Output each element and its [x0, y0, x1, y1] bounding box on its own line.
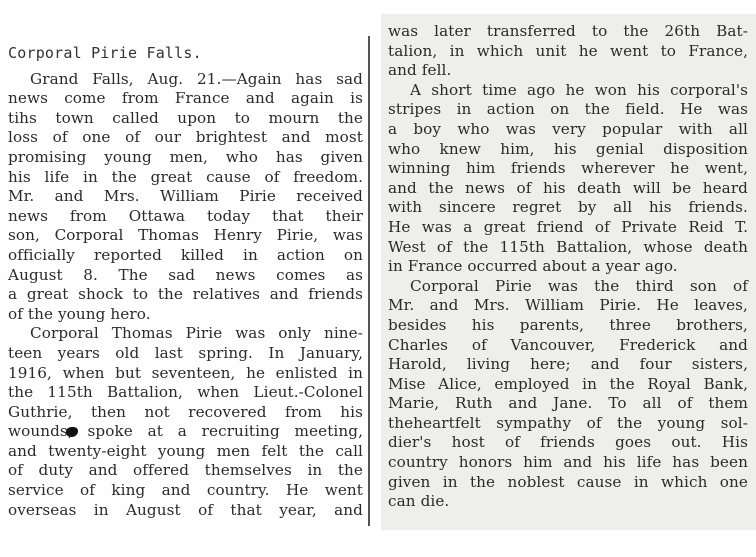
text-line: Corporal Thomas Pirie was only nine-: [30, 324, 363, 343]
text-line: Harold, living here; and four sisters,: [388, 355, 748, 374]
text-line: Mise Alice, employed in the Royal Bank,: [388, 374, 748, 393]
text-line: and twenty-eight young men felt the call: [8, 441, 363, 460]
text-line: talion, in which unit he went to France,: [388, 41, 748, 60]
text-line: winning him friends wherever he went,: [388, 159, 748, 178]
text-line: overseas in August of that year, and: [8, 500, 363, 519]
headline: Corporal Pirie Falls.: [8, 44, 202, 62]
text-line: the 115th Battalion, when Lieut.-Colonel: [8, 383, 363, 402]
text-line: Mr. and Mrs. William Pirie received: [8, 187, 363, 206]
text-line: Mr. and Mrs. William Pirie. He leaves,: [388, 296, 748, 315]
text-line: a boy who was very popular with all: [388, 119, 748, 138]
text-line: of duty and offered themselves in the: [8, 461, 363, 480]
text-line: service of king and country. He went: [8, 481, 363, 500]
text-line: Guthrie, then not recovered from his: [8, 402, 363, 421]
text-line: officially reported killed in action on: [8, 245, 363, 264]
text-line: 1916, when but seventeen, he enlisted in: [8, 363, 363, 382]
text-line: his life in the great cause of freedom.: [8, 167, 363, 186]
text-line: news come from France and again is: [8, 89, 363, 108]
text-line: Marie, Ruth and Jane. To all of them: [388, 394, 748, 413]
text-line: dier's host of friends goes out. His: [388, 433, 748, 452]
text-line: promising young men, who has given: [8, 147, 363, 166]
text-line: loss of one of our brightest and most: [8, 128, 363, 147]
text-line: besides his parents, three brothers,: [388, 315, 748, 334]
text-line: He was a great friend of Private Reid T.: [388, 217, 748, 236]
text-line: of the young hero.: [8, 304, 151, 323]
text-line: stripes in action on the field. He was: [388, 100, 748, 119]
text-line: news from Ottawa today that their: [8, 206, 363, 225]
text-line: Corporal Pirie was the third son of: [410, 276, 748, 295]
text-line: in France occurred about a year ago.: [388, 257, 678, 276]
text-line: a great shock to the relatives and friends: [8, 285, 363, 304]
text-line: with sincere regret by all his friends.: [388, 198, 748, 217]
text-line: A short time ago he won his corporal's: [410, 80, 748, 99]
text-line: given in the noblest cause in which one: [388, 472, 748, 491]
text-line: theheartfelt sympathy of the young sol-: [388, 413, 748, 432]
text-line: country honors him and his life has been: [388, 453, 748, 472]
text-line: teen years old last spring. In January,: [8, 343, 363, 362]
text-line: Grand Falls, Aug. 21.—Again has sad: [30, 69, 363, 88]
text-line: tihs town called upon to mourn the: [8, 108, 363, 127]
text-line: West of the 115th Battalion, whose death: [388, 237, 748, 256]
text-line: was later transferred to the 26th Bat-: [388, 22, 748, 40]
text-line: can die.: [388, 492, 450, 511]
text-line: son, Corporal Thomas Henry Pirie, was: [8, 226, 363, 245]
text-line: who knew him, his genial disposition: [388, 139, 748, 158]
text-line: and the news of his death will be heard: [388, 178, 748, 197]
right-column: [388, 22, 748, 512]
text-line: wounds, spoke at a recruiting meeting,: [8, 422, 363, 441]
column-divider-rule: [368, 36, 370, 526]
left-column: [8, 44, 363, 520]
text-line: and fell.: [388, 61, 452, 80]
text-line: Charles of Vancouver, Frederick and: [388, 335, 748, 354]
text-line: August 8. The sad news comes as: [8, 265, 363, 284]
